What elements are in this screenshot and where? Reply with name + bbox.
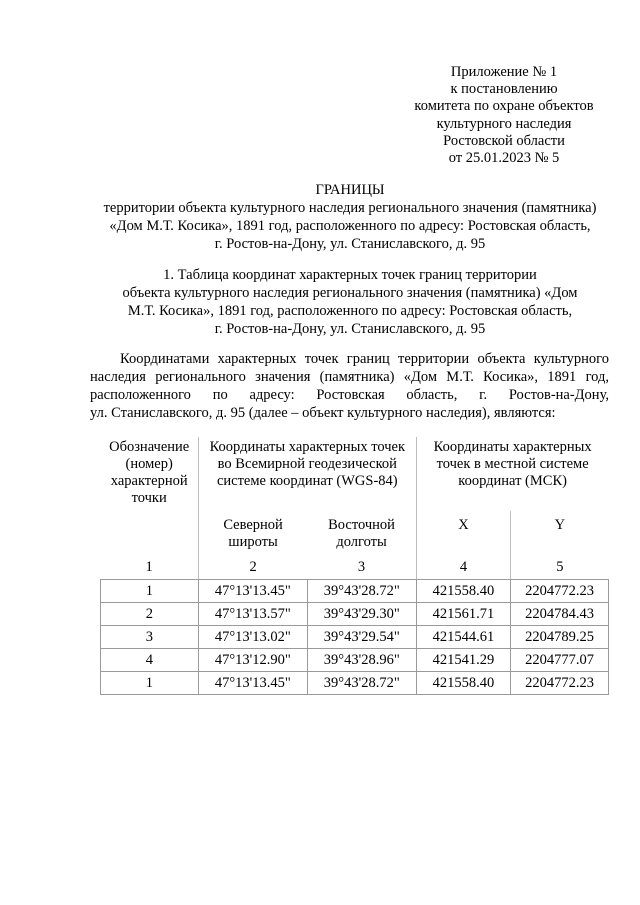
table-row [101, 672, 609, 695]
cell-y: 2204777.07 [511, 649, 609, 672]
table-row [101, 626, 609, 649]
cell-north: 47°13'13.45" [198, 580, 307, 603]
paragraph-line: Координатами характерных точек границ территории объекта культурного [120, 351, 609, 367]
cell-x: 421561.71 [416, 603, 510, 626]
title-line: г. Ростов-на-Дону, ул. Станиславского, д. 95 [214, 236, 486, 252]
cell-north: 47°13'12.90" [198, 649, 307, 672]
table-caption [70, 266, 630, 338]
title-line: территории объекта культурного наследия регионального значения (памятника) [103, 200, 597, 216]
caption-line: г. Ростов-на-Дону, ул. Станиславского, д. 95 [214, 321, 486, 337]
coordinates-table [100, 437, 609, 695]
cell-x: 421544.61 [416, 626, 510, 649]
cell-y: 2204789.25 [511, 626, 609, 649]
column-number: 4 [416, 557, 510, 580]
column-number: 3 [307, 557, 416, 580]
caption-line: 1. Таблица координат характерных точек границ территории [163, 267, 537, 283]
appendix-line: Приложение № 1 [450, 64, 558, 80]
cell-point: 1 [101, 580, 199, 603]
cell-north: 47°13'13.57" [198, 603, 307, 626]
table-row [101, 603, 609, 626]
appendix-line: культурного наследия [436, 115, 572, 132]
table-row [101, 580, 609, 603]
table-header-row [101, 437, 609, 511]
column-number: 2 [198, 557, 307, 580]
paragraph-line: расположенного по адресу: Ростовская область, г. Ростов-на-Дону, [90, 387, 609, 403]
cell-point: 4 [101, 649, 199, 672]
intro-paragraph [90, 350, 609, 422]
cell-east: 39°43'28.96" [307, 649, 416, 672]
cell-y: 2204772.23 [511, 672, 609, 695]
appendix-line: к постановлению [450, 81, 558, 98]
header-north: Северной широты [198, 511, 307, 557]
paragraph-line: наследия регионального значения (памятника) «Дом М.Т. Косика», 1891 год, [90, 369, 609, 385]
header-x: X [416, 511, 510, 557]
header-y: Y [511, 511, 609, 557]
column-number-row [101, 557, 609, 580]
cell-north: 47°13'13.02" [198, 626, 307, 649]
cell-y: 2204784.43 [511, 603, 609, 626]
cell-point: 3 [101, 626, 199, 649]
cell-point: 1 [101, 672, 199, 695]
cell-east: 39°43'28.72" [307, 580, 416, 603]
cell-point: 2 [101, 603, 199, 626]
title-line: «Дом М.Т. Косика», 1891 год, расположенного по адресу: Ростовская область, [109, 218, 591, 234]
cell-x: 421558.40 [416, 672, 510, 695]
header-point: Обозначение (номер) характерной точки [109, 439, 190, 506]
caption-line: М.Т. Косика», 1891 год, расположенного по адресу: Ростовская область, [127, 303, 573, 319]
appendix-line: от 25.01.2023 № 5 [448, 150, 560, 167]
cell-x: 421558.40 [416, 580, 510, 603]
column-number: 5 [511, 557, 609, 580]
header-east: Восточной долготы [328, 517, 395, 550]
cell-x: 421541.29 [416, 649, 510, 672]
cell-north: 47°13'13.45" [198, 672, 307, 695]
table-row [101, 649, 609, 672]
cell-east: 39°43'29.54" [307, 626, 416, 649]
paragraph-line: ул. Станиславского, д. 95 (далее – объект культурного наследия), являются: [90, 405, 556, 421]
column-number: 1 [101, 557, 199, 580]
cell-east: 39°43'28.72" [307, 672, 416, 695]
header-msk: Координаты характерных точек в местной системе координат (МСК) [416, 437, 608, 511]
title-heading: ГРАНИЦЫ [315, 182, 385, 198]
cell-east: 39°43'29.30" [307, 603, 416, 626]
appendix-line: комитета по охране объектов [414, 98, 594, 115]
cell-y: 2204772.23 [511, 580, 609, 603]
appendix-line: Ростовской области [443, 132, 565, 149]
document-title [70, 181, 630, 253]
caption-line: объекта культурного наследия регионального значения (памятника) «Дом [122, 285, 578, 301]
header-wgs: Координаты характерных точек во Всемирной геодезической системе координат (WGS-84) [198, 437, 416, 511]
appendix-block [404, 64, 604, 167]
